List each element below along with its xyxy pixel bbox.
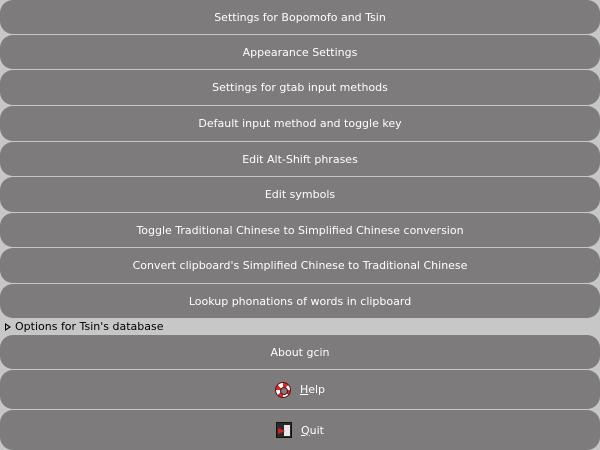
lookup-phonations-button[interactable] [0, 284, 600, 318]
button-label: Edit Alt-Shift phrases [242, 152, 358, 166]
bopomofo-tsin-settings-button[interactable] [0, 0, 600, 34]
button-label: Appearance Settings [242, 45, 358, 59]
button-label: Default input method and toggle key [198, 117, 402, 130]
mnemonic-letter: H [299, 383, 309, 396]
default-input-method-button[interactable] [0, 106, 600, 141]
edit-symbols-button[interactable] [0, 177, 600, 212]
gtab-settings-button[interactable] [0, 70, 600, 105]
convert-clipboard-button[interactable] [0, 248, 600, 283]
expander-label: Options for Tsin's database [15, 320, 164, 333]
label-rest: uit [309, 423, 324, 437]
about-gcin-button[interactable] [0, 335, 600, 369]
button-label: Edit symbols [264, 188, 336, 201]
help-button[interactable] [0, 370, 600, 409]
edit-alt-shift-phrases-button[interactable] [0, 142, 600, 176]
expander-arrow-icon[interactable] [5, 323, 11, 331]
button-label: Settings for Bopomofo and Tsin [214, 10, 386, 24]
tsin-database-options-expander[interactable] [0, 318, 600, 335]
button-label [301, 424, 324, 437]
lifebuoy-icon [275, 382, 291, 398]
button-label: Settings for gtab input methods [212, 81, 388, 94]
quit-button[interactable] [0, 410, 600, 450]
button-label: About gcin [270, 345, 330, 359]
exit-door-icon [276, 422, 292, 438]
button-label: Convert clipboard's Simplified Chinese to Traditional Chinese [132, 259, 468, 272]
button-label: Lookup phonations of words in clipboard [188, 294, 412, 308]
button-label [300, 383, 325, 396]
label-rest: elp [308, 383, 326, 396]
mnemonic-letter: Q [300, 423, 310, 437]
button-label: Toggle Traditional Chinese to Simplified Chinese conversion [136, 223, 464, 237]
appearance-settings-button[interactable] [0, 35, 600, 69]
toggle-trad-simp-button[interactable] [0, 213, 600, 247]
